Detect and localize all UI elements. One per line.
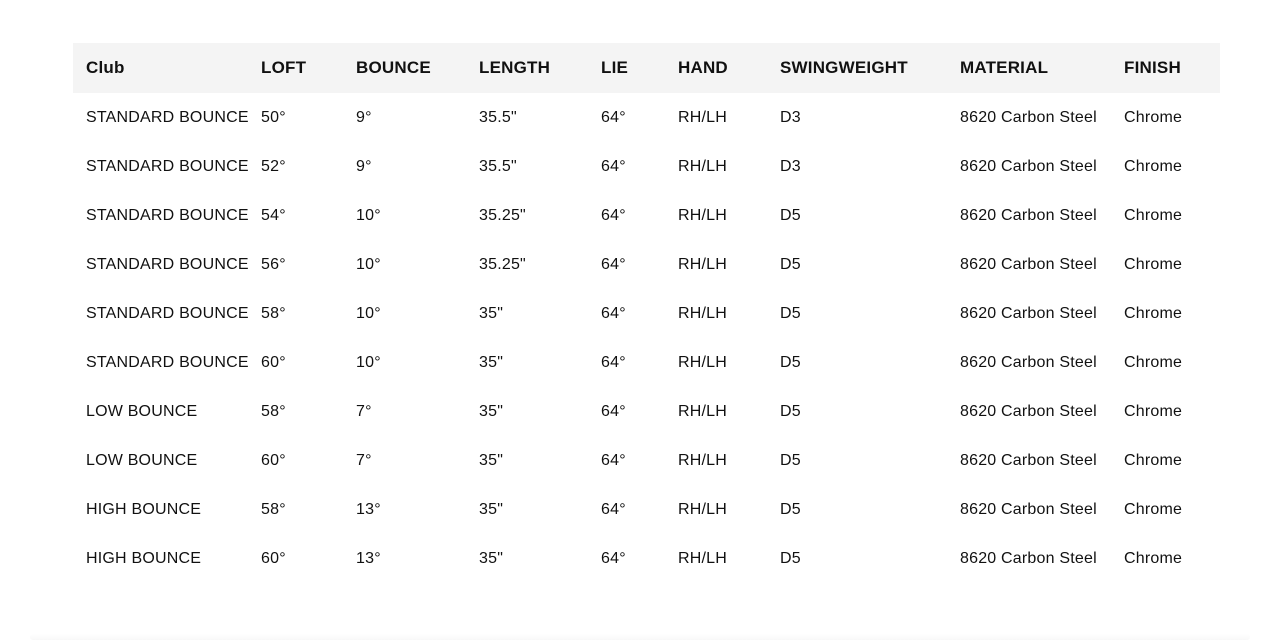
column-header-swingweight: SWINGWEIGHT [780, 58, 908, 77]
table-body [73, 93, 1220, 583]
specs-table [73, 43, 1220, 583]
cell-hand: RH/LH [678, 255, 728, 273]
cell-swingweight: D5 [780, 451, 801, 469]
cell-hand: RH/LH [678, 206, 728, 224]
cell-lie: 64° [601, 451, 626, 469]
cell-finish: Chrome [1124, 402, 1183, 420]
cell-material: 8620 Carbon Steel [960, 549, 1097, 567]
table-row [73, 289, 1220, 338]
table-row [73, 338, 1220, 387]
cell-hand: RH/LH [678, 500, 728, 518]
cell-finish: Chrome [1124, 206, 1183, 224]
column-header-finish: FINISH [1124, 58, 1181, 77]
cell-loft: 56° [261, 255, 286, 273]
table-row [73, 387, 1220, 436]
cell-loft: 60° [261, 353, 286, 371]
cell-finish: Chrome [1124, 108, 1183, 126]
cell-club: STANDARD BOUNCE [86, 255, 249, 273]
column-header-material: MATERIAL [960, 58, 1049, 77]
cell-lie: 64° [601, 549, 626, 567]
cell-length: 35.25" [479, 206, 526, 224]
cell-swingweight: D5 [780, 304, 801, 322]
table-row [73, 93, 1220, 142]
cell-lie: 64° [601, 108, 626, 126]
cell-material: 8620 Carbon Steel [960, 255, 1097, 273]
cell-loft: 58° [261, 402, 286, 420]
cell-material: 8620 Carbon Steel [960, 451, 1097, 469]
cell-loft: 50° [261, 108, 286, 126]
cell-bounce: 10° [356, 255, 381, 273]
column-header-club: Club [86, 58, 125, 77]
table-row [73, 142, 1220, 191]
cell-material: 8620 Carbon Steel [960, 304, 1097, 322]
cell-bounce: 13° [356, 549, 381, 567]
cell-swingweight: D5 [780, 353, 801, 371]
cell-loft: 58° [261, 304, 286, 322]
cell-bounce: 10° [356, 353, 381, 371]
cell-club: LOW BOUNCE [86, 402, 198, 420]
cell-finish: Chrome [1124, 549, 1183, 567]
table-row [73, 485, 1220, 534]
cell-club: STANDARD BOUNCE [86, 157, 249, 175]
table-row [73, 240, 1220, 289]
cell-swingweight: D3 [780, 108, 801, 126]
cell-finish: Chrome [1124, 500, 1183, 518]
cell-lie: 64° [601, 255, 626, 273]
cell-lie: 64° [601, 157, 626, 175]
cell-material: 8620 Carbon Steel [960, 157, 1097, 175]
column-header-lie: LIE [601, 58, 629, 77]
cell-length: 35" [479, 549, 504, 567]
cell-lie: 64° [601, 206, 626, 224]
cell-lie: 64° [601, 304, 626, 322]
cell-bounce: 9° [356, 108, 372, 126]
cell-bounce: 7° [356, 451, 372, 469]
cell-loft: 60° [261, 451, 286, 469]
table-header [73, 43, 1220, 93]
cell-material: 8620 Carbon Steel [960, 206, 1097, 224]
cell-material: 8620 Carbon Steel [960, 108, 1097, 126]
table-row [73, 191, 1220, 240]
cell-bounce: 9° [356, 157, 372, 175]
cell-hand: RH/LH [678, 451, 728, 469]
cell-lie: 64° [601, 500, 626, 518]
cell-club: HIGH BOUNCE [86, 549, 202, 567]
cell-length: 35" [479, 353, 504, 371]
cell-finish: Chrome [1124, 304, 1183, 322]
cell-club: STANDARD BOUNCE [86, 353, 249, 371]
cell-lie: 64° [601, 402, 626, 420]
cell-club: STANDARD BOUNCE [86, 206, 249, 224]
cell-length: 35" [479, 304, 504, 322]
table-row [73, 436, 1220, 485]
cell-length: 35.5" [479, 157, 517, 175]
cell-hand: RH/LH [678, 353, 728, 371]
cell-bounce: 13° [356, 500, 381, 518]
section-divider [30, 634, 1250, 640]
column-header-loft: LOFT [261, 58, 307, 77]
column-header-length: LENGTH [479, 58, 551, 77]
cell-finish: Chrome [1124, 255, 1183, 273]
cell-swingweight: D3 [780, 157, 801, 175]
cell-swingweight: D5 [780, 206, 801, 224]
cell-finish: Chrome [1124, 353, 1183, 371]
cell-material: 8620 Carbon Steel [960, 500, 1097, 518]
cell-loft: 54° [261, 206, 286, 224]
cell-hand: RH/LH [678, 304, 728, 322]
cell-finish: Chrome [1124, 157, 1183, 175]
cell-loft: 58° [261, 500, 286, 518]
cell-swingweight: D5 [780, 255, 801, 273]
cell-length: 35.5" [479, 108, 517, 126]
cell-club: LOW BOUNCE [86, 451, 198, 469]
cell-club: HIGH BOUNCE [86, 500, 202, 518]
cell-lie: 64° [601, 353, 626, 371]
cell-length: 35" [479, 500, 504, 518]
cell-length: 35.25" [479, 255, 526, 273]
cell-finish: Chrome [1124, 451, 1183, 469]
cell-material: 8620 Carbon Steel [960, 402, 1097, 420]
table-row [73, 534, 1220, 583]
column-header-hand: HAND [678, 58, 728, 77]
cell-bounce: 7° [356, 402, 372, 420]
cell-hand: RH/LH [678, 157, 728, 175]
cell-bounce: 10° [356, 304, 381, 322]
cell-length: 35" [479, 451, 504, 469]
cell-swingweight: D5 [780, 500, 801, 518]
cell-material: 8620 Carbon Steel [960, 353, 1097, 371]
cell-club: STANDARD BOUNCE [86, 304, 249, 322]
cell-length: 35" [479, 402, 504, 420]
cell-hand: RH/LH [678, 549, 728, 567]
cell-hand: RH/LH [678, 402, 728, 420]
cell-loft: 60° [261, 549, 286, 567]
cell-club: STANDARD BOUNCE [86, 108, 249, 126]
column-header-bounce: BOUNCE [356, 58, 431, 77]
cell-swingweight: D5 [780, 402, 801, 420]
cell-bounce: 10° [356, 206, 381, 224]
cell-swingweight: D5 [780, 549, 801, 567]
cell-loft: 52° [261, 157, 286, 175]
header-row [73, 43, 1220, 93]
cell-hand: RH/LH [678, 108, 728, 126]
